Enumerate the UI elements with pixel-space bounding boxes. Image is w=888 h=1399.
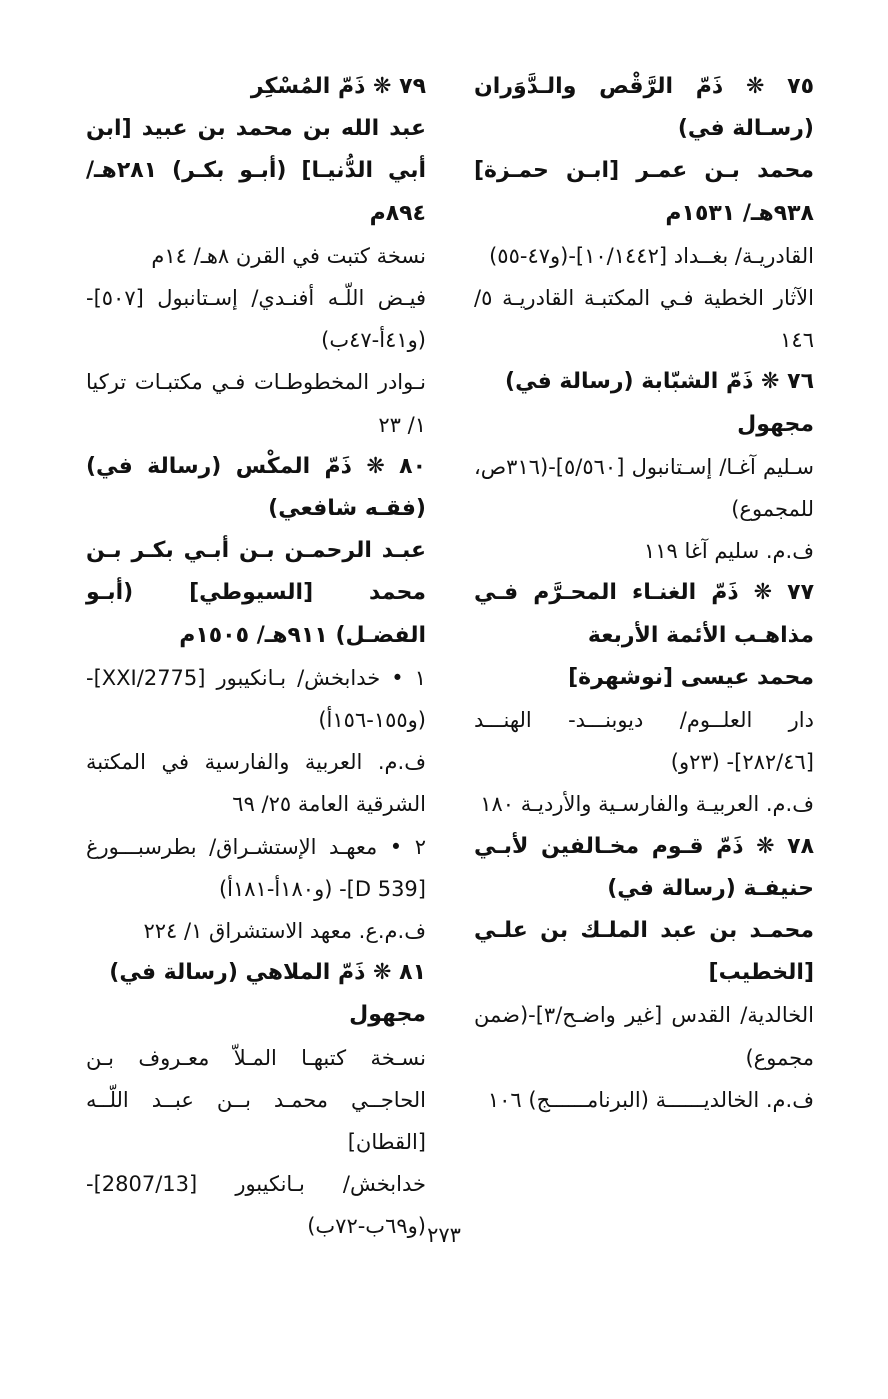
entry-author: مجهول bbox=[737, 411, 814, 437]
entry-detail: ف.م. العربية والفارسية في المكتبة الشرقية العامة ٢٥/ ٦٩ bbox=[86, 750, 426, 817]
entry-detail: نـوادر المخطوطـات فـي مكتبـات تركيا ١/ ٢٣ bbox=[86, 370, 426, 437]
entry-detail: نسـخة كتبهـا المـلاّ معـروف بـن الحاجــي محمـد بــن عبــد اللّــه [القطان] bbox=[86, 1045, 426, 1155]
entry-author: عبـد الرحمـن بـن أبـي بكـر بـن محمد [السيوطي] (أبـو الفضـل) ٩١١هـ/ ١٥٠٥م bbox=[86, 538, 426, 648]
entry-detail: ٢ • معهـد الإستشـراق/ بطرسبـــورغ [D 539]- (و١٨٠أ-١٨١أ) bbox=[86, 834, 426, 901]
entry-81 bbox=[86, 952, 426, 1247]
left-column bbox=[86, 66, 426, 1248]
entry-author: مجهول bbox=[349, 1002, 426, 1028]
entry-detail: فيـض اللّـه أفنـدي/ إسـتانبول [٥٠٧]- (و٤١أ-٤٧ب) bbox=[86, 286, 426, 353]
entry-detail: الخالدية/ القدس [غير واضـح/٣]-(ضمن مجموع) bbox=[474, 1003, 814, 1070]
entry-detail: دار العلــوم/ ديوبنـــد- الهنـــد [٢٨٢/٤٦]- (٢٣و) bbox=[474, 708, 814, 775]
entry-title: ٧٦ ❋ ذَمّ الشبّابة (رسالة في) bbox=[505, 369, 814, 395]
entry-detail: ف.م. العربيـة والفارسـية والأرديـة ١٨٠ bbox=[480, 792, 814, 817]
entry-detail: ١ • خدابخش/ بـانكيبور [2775/XXI]- (و١٥٥-١٥٦أ) bbox=[86, 665, 426, 733]
entry-detail: القادريـة/ بغــداد [١٠/١٤٤٢]-(و٤٧-٥٥) bbox=[489, 243, 814, 268]
entry-75 bbox=[474, 66, 814, 361]
entry-title: ٧٥ ❋ ذَمّ الرَّقْص والـدَّوَران (رسـالة في) bbox=[474, 74, 814, 142]
entry-77 bbox=[474, 572, 814, 825]
entry-title: ٨٠ ❋ ذَمّ المكْس (رسالة في) (فقـه شافعي) bbox=[86, 453, 426, 522]
entry-author: عبد الله بن محمد بن عبيد [ابن أبي الدُّنيـا] (أبـو بكـر) ٢٨١هـ/ ٨٩٤م bbox=[86, 116, 426, 226]
entry-author: محمـد بن عبد الملـك بن علـي [الخطيب] bbox=[474, 918, 814, 986]
entry-title: ٨١ ❋ ذَمّ الملاهي (رسالة في) bbox=[109, 960, 426, 986]
entry-detail: خدابخش/ بـانكيبور [2807/13]- (و٦٩ب-٧٢ب) bbox=[86, 1172, 426, 1239]
entry-detail: سـليم آغـا/ إسـتانبول [٥/٥٦٠]-(٣١٦ص، للمجموع) bbox=[474, 454, 814, 522]
entry-80 bbox=[86, 446, 426, 952]
entry-title: ٧٩ ❋ ذَمّ المُسْكِر bbox=[250, 74, 426, 99]
right-column bbox=[474, 66, 814, 1121]
entry-76 bbox=[474, 361, 814, 572]
entry-detail: الآثار الخطية فـي المكتبـة القادريـة ٥/ ١٤٦ bbox=[474, 286, 814, 353]
entry-detail: ف.م.ع. معهد الاستشراق ١/ ٢٢٤ bbox=[143, 919, 426, 944]
entry-detail: ف.م. سليم آغا ١١٩ bbox=[643, 539, 814, 564]
entry-78 bbox=[474, 826, 814, 1121]
page-number: ٢٧٣ bbox=[427, 1223, 461, 1247]
entry-author: محمد عيسى [نوشهرة] bbox=[568, 664, 814, 690]
entry-detail: نسخة كتبت في القرن ٨هـ/ ١٤م bbox=[151, 243, 426, 268]
entry-title: ٧٧ ❋ ذَمّ الغنـاء المحـرَّم فـي مذاهـب الأئمة الأربعة bbox=[474, 580, 814, 648]
entry-detail: ف.م. الخالديــــــة (البرنامــــــج) ١٠٦ bbox=[487, 1087, 814, 1112]
entry-author: محمد بـن عمـر [ابـن حمـزة] ٩٣٨هـ/ ١٥٣١م bbox=[474, 158, 814, 226]
entry-79 bbox=[86, 66, 426, 446]
entry-title: ٧٨ ❋ ذَمّ قـوم مخـالفين لأبـي حنيفـة (رسالة في) bbox=[474, 833, 814, 901]
